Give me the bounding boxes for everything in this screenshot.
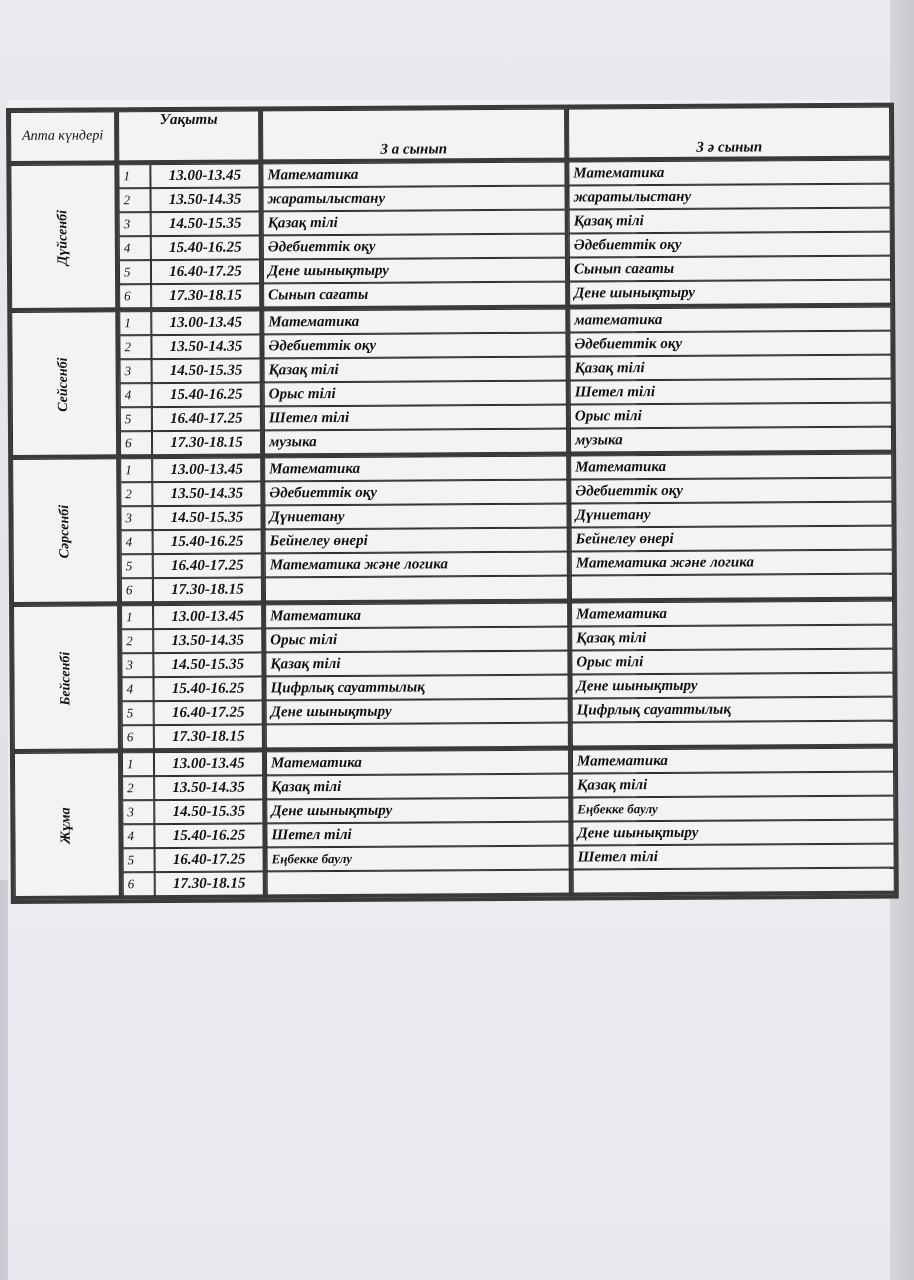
lesson-number: 5 (120, 407, 152, 431)
header-class-b (568, 107, 890, 162)
lesson-number: 5 (121, 554, 153, 578)
lesson-number: 1 (120, 458, 152, 482)
lesson-time: 14.50-15.35 (152, 358, 264, 383)
day-cell (13, 605, 122, 753)
class-a-subject: Математика (262, 162, 568, 188)
header-days-label: Апта күндері (22, 128, 104, 144)
class-a-subject: Қазақ тілі (265, 651, 571, 677)
class-a-subject: Қазақ тілі (263, 210, 569, 236)
class-b-subject: Математика (568, 160, 890, 186)
day-cell (12, 458, 121, 606)
class-b-subject: математика (569, 307, 891, 333)
class-b-subject: Сынып сағаты (569, 256, 891, 282)
day-name: Сейсенбі (56, 356, 72, 412)
lesson-time: 15.40-16.25 (152, 382, 264, 407)
lesson-time: 16.40-17.25 (154, 700, 266, 725)
class-a-subject: Математика және логика (265, 552, 571, 578)
day-cell (11, 311, 120, 459)
header-class-b-label: 3 ә сынып (696, 139, 763, 156)
class-a-subject: Орыс тілі (264, 381, 570, 407)
lesson-number: 1 (121, 605, 153, 629)
class-b-subject: Дене шынықтыру (569, 280, 891, 309)
lesson-time: 16.40-17.25 (153, 553, 265, 578)
day-name: Бейсенбі (57, 651, 74, 706)
lesson-time: 14.50-15.35 (152, 505, 264, 530)
lesson-time: 13.50-14.35 (152, 481, 264, 506)
header-time (118, 110, 262, 164)
lesson-number: 2 (122, 776, 154, 800)
lesson-time: 15.40-16.25 (154, 823, 266, 848)
class-a-subject (267, 870, 573, 899)
class-a-subject: Қазақ тілі (264, 357, 570, 383)
class-b-subject: Математика және логика (571, 550, 893, 576)
class-a-subject: Дене шынықтыру (266, 798, 572, 824)
lesson-number: 4 (122, 824, 154, 848)
class-a-subject: Еңбекке баулу (267, 846, 573, 872)
lesson-time: 13.00-13.45 (152, 457, 264, 482)
class-b-subject: Қазақ тілі (570, 355, 892, 381)
lesson-number: 2 (121, 629, 153, 653)
lesson-time: 14.50-15.35 (151, 211, 263, 236)
class-b-subject: Еңбекке баулу (572, 796, 894, 822)
lesson-time: 13.50-14.35 (151, 334, 263, 359)
lesson-number: 3 (119, 212, 151, 236)
lesson-number: 4 (120, 383, 152, 407)
lesson-time: 17.30-18.15 (151, 283, 263, 311)
class-b-subject: Орыс тілі (571, 649, 893, 675)
class-b-subject: Орыс тілі (570, 403, 892, 429)
class-b-subject: Дене шынықтыру (572, 820, 894, 846)
class-b-subject: Қазақ тілі (569, 208, 891, 234)
lesson-time: 13.50-14.35 (150, 187, 262, 212)
lesson-time: 13.00-13.45 (154, 751, 266, 776)
class-a-subject: Әдебиеттік оқу (263, 333, 569, 359)
lesson-number: 5 (122, 701, 154, 725)
lesson-number: 6 (119, 284, 151, 311)
lesson-time: 17.30-18.15 (155, 871, 267, 899)
header-class-a (262, 109, 568, 164)
class-b-subject: Дене шынықтыру (571, 673, 893, 699)
lesson-time: 13.50-14.35 (154, 775, 266, 800)
class-a-subject: Дене шынықтыру (263, 258, 569, 284)
class-b-subject: Қазақ тілі (571, 625, 893, 651)
lesson-time: 14.50-15.35 (154, 799, 266, 824)
class-a-subject: Қазақ тілі (266, 774, 572, 800)
day-name: Дүйсенбі (55, 209, 71, 265)
day-name: Жұма (58, 806, 74, 844)
lesson-number: 6 (121, 578, 153, 605)
lesson-number: 1 (119, 311, 151, 335)
class-a-subject: Дене шынықтыру (266, 699, 572, 725)
class-b-subject: Математика (572, 748, 894, 774)
class-b-subject: музыка (570, 427, 892, 456)
class-a-subject: Әдебиеттік оқу (264, 480, 570, 506)
day-name: Сәрсенбі (56, 504, 73, 558)
class-b-subject: Әдебиеттік оқу (569, 232, 891, 258)
lesson-time: 17.30-18.15 (154, 724, 266, 752)
lesson-number: 4 (121, 530, 153, 554)
lesson-number: 2 (120, 482, 152, 506)
class-a-subject: Орыс тілі (265, 627, 571, 653)
header-row (10, 107, 890, 165)
lesson-number: 3 (120, 506, 152, 530)
header-class-a-label: 3 а сынып (380, 141, 448, 158)
lesson-number: 1 (122, 752, 154, 776)
class-a-subject (265, 576, 571, 605)
schedule-row (15, 868, 895, 900)
class-b-subject: Бейнелеу өнері (571, 526, 893, 552)
schedule-body (10, 160, 894, 900)
day-cell (10, 164, 119, 312)
class-b-subject: Математика (570, 454, 892, 480)
lesson-time: 17.30-18.15 (153, 577, 265, 605)
class-a-subject: Әдебиеттік оқу (263, 234, 569, 260)
schedule-table (6, 103, 899, 904)
class-a-subject: Математика (265, 603, 571, 629)
class-a-subject: Дүниетану (264, 504, 570, 530)
class-a-subject: Шетел тілі (266, 822, 572, 848)
class-a-subject: Математика (266, 750, 572, 776)
class-b-subject (572, 721, 894, 750)
lesson-time: 15.40-16.25 (151, 235, 263, 260)
class-a-subject: музыка (264, 429, 570, 458)
lesson-number: 1 (118, 164, 150, 188)
class-a-subject: Шетел тілі (264, 405, 570, 431)
lesson-time: 15.40-16.25 (153, 676, 265, 701)
header-time-label: Уақыты (159, 111, 218, 129)
lesson-number: 2 (118, 188, 150, 212)
class-b-subject (571, 574, 893, 603)
lesson-number: 2 (119, 335, 151, 359)
lesson-number: 5 (123, 848, 155, 872)
lesson-time: 16.40-17.25 (155, 847, 267, 872)
lesson-number: 4 (119, 236, 151, 260)
class-a-subject: Бейнелеу өнері (265, 528, 571, 554)
lesson-number: 3 (120, 359, 152, 383)
schedule-table-wrapper (6, 103, 903, 936)
lesson-time: 13.00-13.45 (150, 163, 262, 188)
class-b-subject: Шетел тілі (570, 379, 892, 405)
class-b-subject: жаратылыстану (568, 184, 890, 210)
class-a-subject: жаратылыстану (262, 186, 568, 212)
header-days (10, 111, 118, 165)
class-b-subject: Математика (571, 601, 893, 627)
class-a-subject: Цифрлық сауаттылық (265, 675, 571, 701)
lesson-time: 16.40-17.25 (152, 406, 264, 431)
lesson-number: 4 (121, 677, 153, 701)
lesson-number: 6 (120, 431, 152, 458)
class-b-subject: Шетел тілі (573, 844, 895, 870)
class-a-subject (266, 723, 572, 752)
lesson-time: 15.40-16.25 (153, 529, 265, 554)
lesson-number: 3 (122, 800, 154, 824)
lesson-time: 13.00-13.45 (151, 310, 263, 335)
lesson-time: 13.50-14.35 (153, 628, 265, 653)
class-a-subject: Математика (264, 456, 570, 482)
lesson-number: 6 (122, 725, 154, 752)
class-a-subject: Математика (263, 309, 569, 335)
class-a-subject: Сынып сағаты (263, 282, 569, 311)
class-b-subject: Дүниетану (570, 502, 892, 528)
lesson-time: 13.00-13.45 (153, 604, 265, 629)
day-cell (14, 752, 123, 900)
class-b-subject (573, 868, 895, 897)
class-b-subject: Әдебиеттік оқу (570, 478, 892, 504)
lesson-time: 14.50-15.35 (153, 652, 265, 677)
lesson-time: 17.30-18.15 (152, 430, 264, 458)
lesson-number: 3 (121, 653, 153, 677)
class-b-subject: Әдебиеттік оқу (569, 331, 891, 357)
class-b-subject: Қазақ тілі (572, 772, 894, 798)
class-b-subject: Цифрлық сауаттылық (572, 697, 894, 723)
lesson-time: 16.40-17.25 (151, 259, 263, 284)
lesson-number: 6 (123, 872, 155, 899)
lesson-number: 5 (119, 260, 151, 284)
